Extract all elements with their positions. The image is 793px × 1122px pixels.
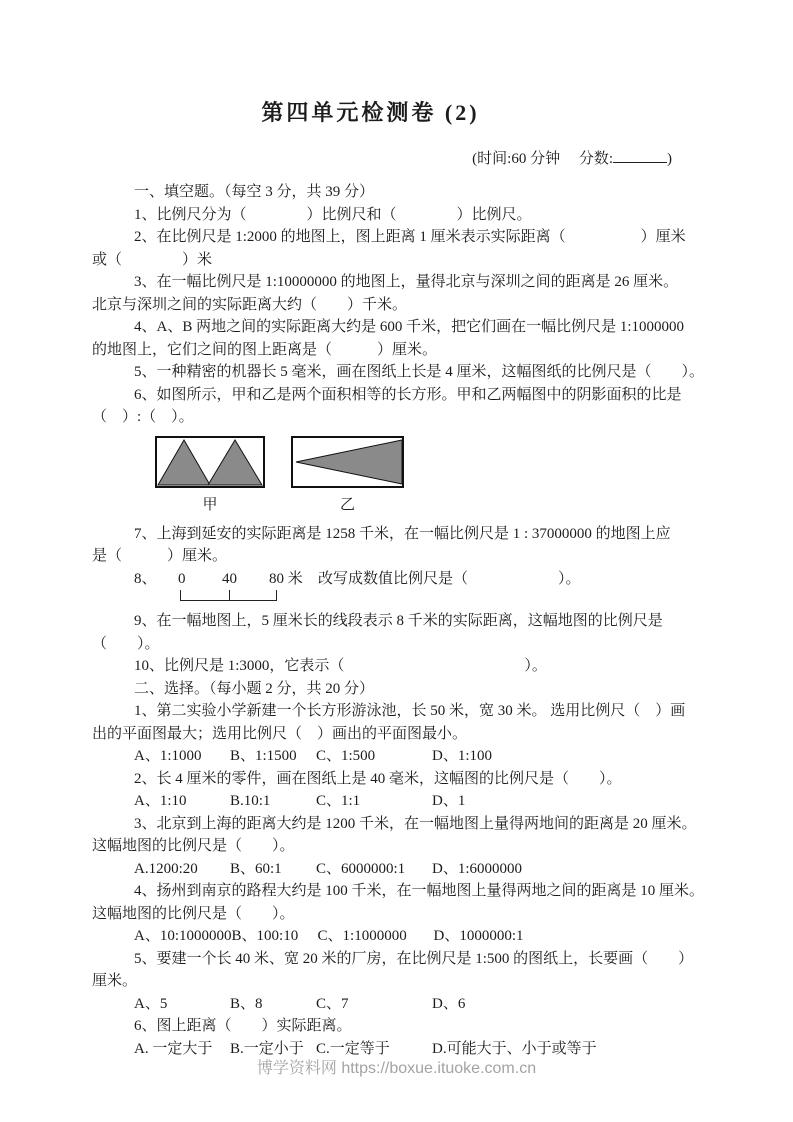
q8-scale-tick-40: 40 [222, 570, 237, 587]
s2-question-5-line1: 5、要建一个长 40 米、宽 20 米的厂房，在比例尺是 1:500 的图纸上，长要画（ ） [134, 950, 694, 967]
option-c: C.一定等于 [316, 1040, 390, 1057]
option-d: D、1000000:1 [433, 928, 524, 944]
rectangle-jia-diagram [155, 436, 265, 488]
q8-scale-tick-80: 80 米 [269, 570, 303, 587]
figure-jia [155, 436, 265, 514]
option-c: C、1:1000000 [317, 928, 407, 944]
s1-question-10: 10、比例尺是 1:3000，它表示（ ）。 [134, 658, 547, 674]
s1-question-2-line1: 2、在比例尺是 1:2000 的地图上，图上距离 1 厘米表示实际距离（ ）厘米 [134, 229, 686, 245]
watermark-footer: 博学资料网 https://boxue.ituoke.com.cn [256, 1060, 537, 1077]
s2-question-1-options [92, 745, 750, 768]
s2-question-3-options [92, 858, 750, 881]
s1-question-7-line2: 是（ ）厘米。 [92, 548, 228, 564]
q6-figures [155, 436, 793, 514]
s2-question-1-line2: 出的平面图最大；选用比例尺（ ）画出的平面图最小。 [92, 725, 468, 742]
s2-question-3-line2: 这幅地图的比例尺是（ ）。 [92, 838, 295, 854]
s1-question-8 [92, 568, 708, 591]
option-a: A、10:1000000 [134, 928, 232, 944]
option-b: B.一定小于 [230, 1040, 304, 1057]
s2-question-4-options [92, 925, 750, 948]
time-score-line [0, 147, 793, 168]
s2-question-6: 6、图上距离（ ）实际距离。 [134, 1018, 352, 1034]
s2-question-5-line2: 厘米。 [92, 973, 138, 989]
q8-scale-tick-0: 0 [178, 570, 186, 587]
q8-linear-scale-bar [180, 590, 277, 601]
s2-question-2: 2、长 4 厘米的零件，画在图纸上是 40 毫米，这幅图的比例尺是（ ）。 [134, 770, 622, 787]
rectangle-yi-diagram [291, 436, 404, 488]
score-blank-underline [613, 149, 667, 163]
section2-heading: 二、选择。（每小题 2 分，共 20 分） [134, 680, 375, 697]
s1-question-6-line1: 6、如图所示，甲和乙是两个面积相等的长方形。甲和乙两幅图中的阴影面积的比是 [134, 386, 682, 403]
s1-question-4-line2: 的地图上，它们之间的图上距离是（ ）厘米。 [92, 341, 438, 358]
s2-question-1-line1: 1、第二实验小学新建一个长方形游泳池，长 50 米，宽 30 米。 选用比例尺（ ）画 [134, 703, 686, 719]
time-score-label: (时间:60 分钟 分数: [472, 151, 613, 167]
option-a: A、5 [134, 995, 168, 1012]
figure-yi [291, 436, 404, 514]
s1-question-3-line1: 3、在一幅比例尺是 1:10000000 的地图上，量得北京与深圳之间的距离是 26 厘米。 [134, 274, 679, 290]
section1-heading: 一、填空题。（每空 3 分，共 39 分） [134, 184, 375, 200]
s2-question-4-line1: 4、扬州到南京的路程大约是 100 千米，在一幅地图上量得两地之间的距离是 10 厘米。 [134, 883, 705, 899]
s1-question-7-line1: 7、上海到延安的实际距离是 1258 千米，在一幅比例尺是 1 : 37000000 的地图上应 [134, 525, 671, 542]
option-b: B、100:10 [231, 928, 299, 944]
s1-question-2-line2: 或（ ）米 [92, 251, 213, 268]
meta-close-paren: ) [667, 151, 672, 167]
option-a: A.1200:20 [134, 860, 198, 877]
s1-question-5: 5、一种精密的机器长 5 毫米，画在图纸上长是 4 厘米，这幅图纸的比例尺是（ ）。 [134, 364, 705, 380]
option-b: B、1:1500 [230, 748, 297, 764]
paper-body [0, 181, 793, 1060]
s2-question-4-line2: 这幅地图的比例尺是（ ）。 [92, 905, 295, 922]
option-b: B、60:1 [230, 860, 282, 877]
option-d: D.可能大于、小于或等于 [432, 1040, 597, 1057]
q8-number: 8、 [134, 570, 157, 587]
figure-label-yi: 乙 [339, 496, 355, 513]
s1-question-1: 1、比例尺分为（ ）比例尺和（ ）比例尺。 [134, 206, 532, 223]
option-c: C、1:500 [316, 748, 376, 764]
option-a: A、1:1000 [134, 748, 202, 764]
option-b: B、8 [230, 995, 263, 1012]
option-c: C、6000000:1 [316, 860, 406, 877]
option-c: C、7 [316, 995, 349, 1012]
option-a: A、1:10 [134, 793, 187, 809]
option-a: A. 一定大于 [134, 1040, 213, 1057]
s1-question-9-line2: （ ）。 [92, 635, 160, 652]
s2-question-5-options [92, 993, 750, 1016]
s2-question-3-line1: 3、北京到上海的距离大约是 1200 千米，在一幅地图上量得两地间的距离是 20 厘米。 [134, 815, 697, 832]
s1-question-6-line2: （ ）:（ ）。 [92, 409, 194, 425]
s1-question-9-line1: 9、在一幅地图上，5 厘米长的线段表示 8 千米的实际距离，这幅地图的比例尺是 [134, 613, 663, 629]
q8-question-text: 改写成数值比例尺是（ ）。 [318, 570, 581, 587]
option-c: C、1:1 [316, 793, 361, 809]
s2-question-2-options [92, 790, 750, 813]
option-d: D、1:6000000 [432, 860, 523, 877]
page-title: 第四单元检测卷 (2) [261, 100, 480, 125]
option-d: D、1 [432, 793, 466, 809]
option-d: D、1:100 [432, 748, 493, 764]
option-b: B.10:1 [230, 793, 271, 809]
s1-question-3-line2: 北京与深圳之间的实际距离大约（ ）千米。 [92, 296, 408, 313]
figure-label-jia: 甲 [202, 496, 218, 513]
option-d: D、6 [432, 995, 466, 1012]
s1-question-4-line1: 4、A、B 两地之间的实际距离大约是 600 千米，把它们画在一幅比例尺是 1:1000000 [134, 319, 685, 335]
